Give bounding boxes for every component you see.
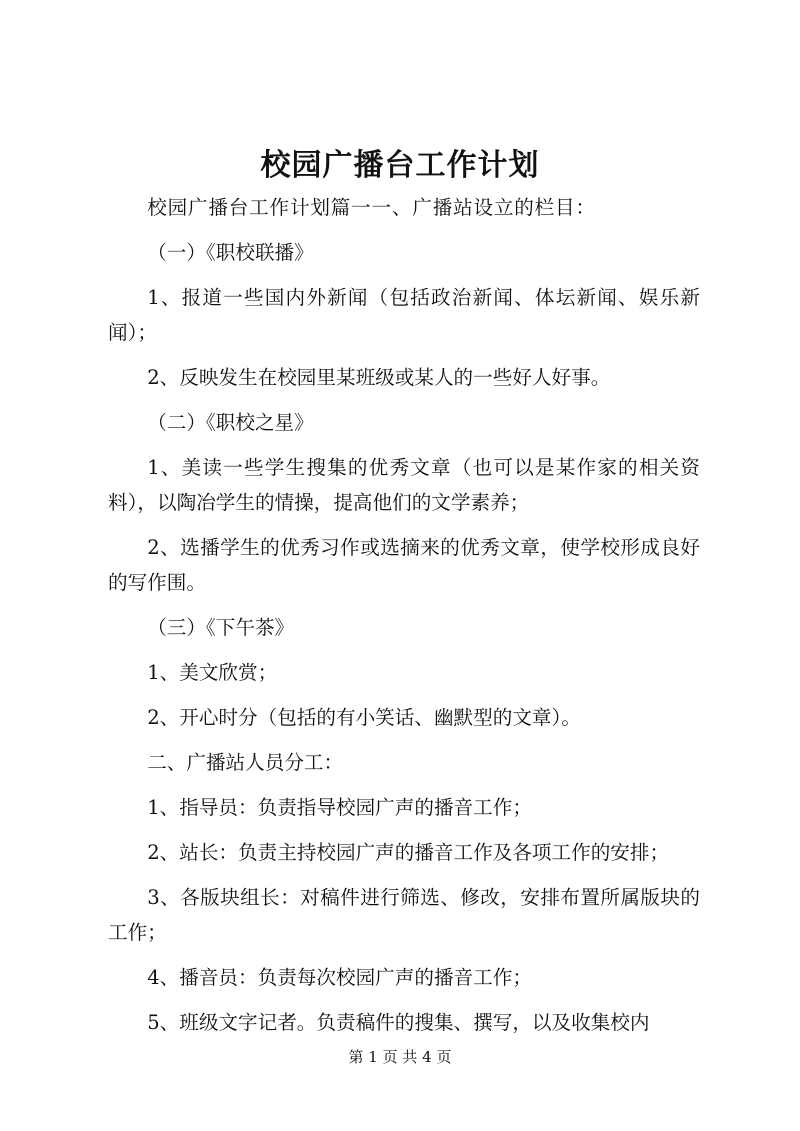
section-heading: （三）《下午茶》: [147, 616, 295, 639]
body-paragraph: 2、反映发生在校园里某班级或某人的一些好人好事。: [147, 366, 611, 389]
document-body: [108, 190, 700, 1050]
section-heading: 二、广播站人员分工：: [147, 751, 344, 774]
body-paragraph: 1、美文欣赏；: [147, 661, 278, 684]
body-paragraph: 4、播音员：负责每次校园广声的播音工作；: [147, 966, 532, 989]
body-paragraph: 5、班级文字记者。负责稿件的搜集、撰写，以及收集校内: [147, 1011, 650, 1034]
body-paragraph: 2、选播学生的优秀习作或选摘来的优秀文章，使学校形成良好的写作围。: [108, 536, 700, 594]
page-footer: 第 1 页 共 4 页: [348, 1048, 452, 1066]
body-paragraph: 1、美读一些学生搜集的优秀文章（也可以是某作家的相关资料），以陶冶学生的情操，提高他们的文学素养；: [108, 456, 700, 514]
body-paragraph: 2、开心时分（包括的有小笑话、幽默型的文章）。: [147, 706, 581, 729]
body-paragraph: 1、报道一些国内外新闻（包括政治新闻、体坛新闻、娱乐新闻）；: [108, 286, 700, 344]
section-heading: （一）《职校联播》: [147, 241, 314, 264]
body-paragraph: 1、指导员：负责指导校园广声的播音工作；: [147, 796, 532, 819]
section-heading: （二）《职校之星》: [147, 411, 314, 434]
body-paragraph: 2、站长：负责主持校园广声的播音工作及各项工作的安排；: [147, 841, 670, 864]
body-paragraph: 3、各版块组长：对稿件进行筛选、修改，安排布置所属版块的工作；: [108, 886, 700, 944]
body-paragraph: 校园广播台工作计划篇一一、广播站设立的栏目：: [147, 196, 596, 219]
document-title: 校园广播台工作计划: [260, 148, 540, 183]
